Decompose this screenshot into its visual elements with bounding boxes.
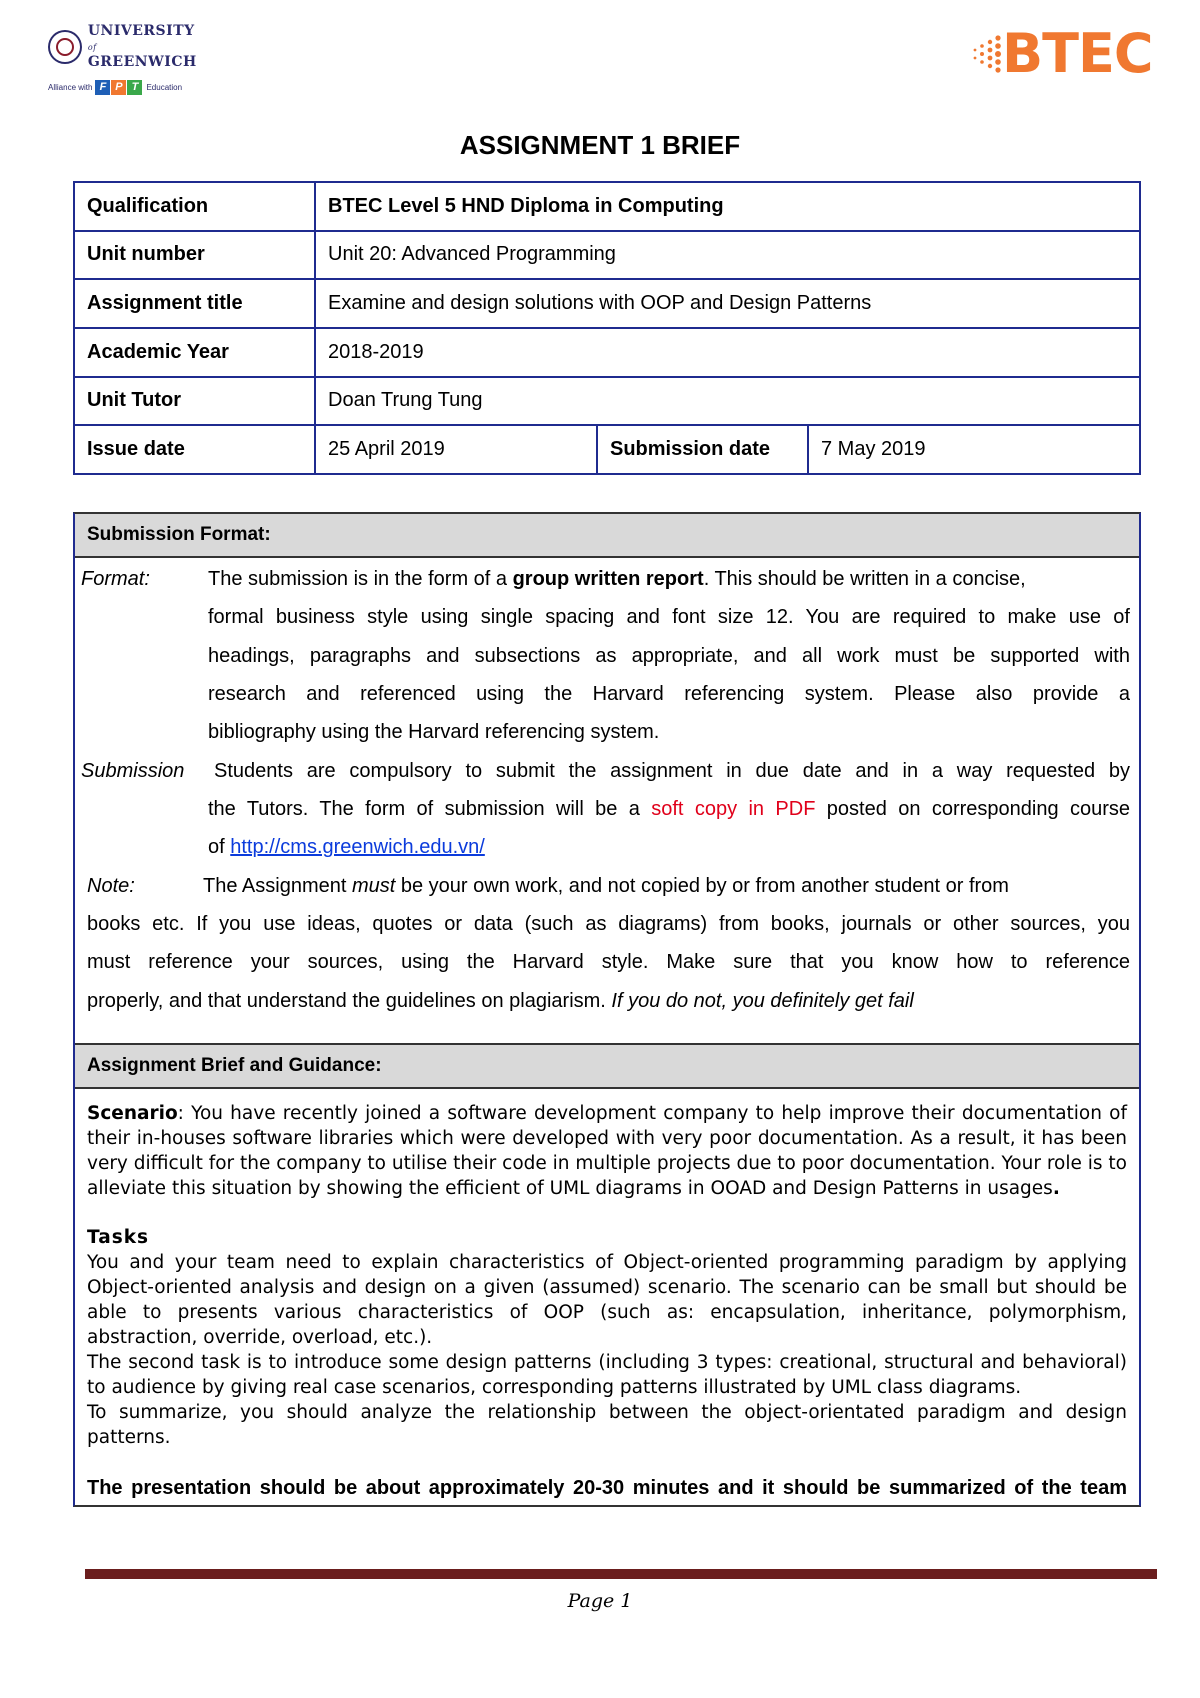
- page-title: ASSIGNMENT 1 BRIEF: [459, 130, 741, 160]
- note-fail-warning: If you do not, you definitely get fail: [611, 990, 914, 1012]
- table-row: [74, 182, 1140, 231]
- tasks-heading: Tasks: [87, 1227, 150, 1248]
- issue-date-value: 25 April 2019: [315, 425, 597, 474]
- academic-year-value: 2018-2019: [315, 328, 1140, 377]
- format-line-2: formal business style using single spacing and font size 12. You are required to make use of: [208, 606, 1130, 628]
- unit-tutor-label: Unit Tutor: [74, 377, 315, 426]
- note-text: properly, and that understand the guidelines on plagiarism.: [87, 990, 612, 1012]
- submission-format-body: [75, 558, 1139, 1043]
- note-text: The Assignment: [203, 875, 352, 897]
- format-text: The submission is in the form of a: [208, 568, 513, 590]
- submission-format-section: [73, 512, 1141, 1507]
- unit-number-value: Unit 20: Advanced Programming: [315, 231, 1140, 280]
- note-label: Note:: [87, 875, 135, 897]
- task-paragraph-3: To summarize, you should analyze the relationship between the object-orientated paradigm and design patterns.: [87, 1402, 1127, 1448]
- scenario-paragraph: [87, 1101, 1127, 1201]
- alliance-prefix: Alliance with: [48, 83, 93, 92]
- unit-tutor-value: Doan Trung Tung: [315, 377, 1140, 426]
- submission-label: Submission: [81, 760, 185, 782]
- assignment-title-value: Examine and design solutions with OOP and Design Patterns: [315, 279, 1140, 328]
- submission-text: posted on corresponding course: [815, 798, 1130, 820]
- fpt-letter-p: P: [111, 80, 126, 95]
- note-line-4: [87, 990, 914, 1013]
- submission-text: the Tutors. The form of submission will be a: [208, 798, 652, 820]
- submission-line-1: Students are compulsory to submit the assignment in due date and in a way requested by: [214, 760, 1130, 782]
- fpt-letter-t: T: [127, 80, 142, 95]
- submission-date-value: 7 May 2019: [808, 425, 1140, 474]
- scenario-label: Scenario: [87, 1103, 178, 1124]
- btec-dots-icon: [968, 32, 1004, 76]
- uog-line2: GREENWICH: [87, 54, 197, 70]
- group-written-report: group written report: [512, 568, 704, 590]
- soft-copy-pdf: soft copy in PDF: [651, 798, 816, 820]
- btec-logo: [968, 22, 1168, 85]
- note-must: must: [351, 875, 396, 897]
- format-text: . This should be written in a concise,: [703, 568, 1026, 590]
- scenario-text: : You have recently joined a software development company to help improve their documentation of their in-houses software libraries which were developed with very poor documentation. As a result, it has been very difficult for the company to utilise their code in multiple projects due to poor documentation. Your role is to alleviate this situation by showing the efficient of UML diagrams in OOAD and Design Patterns in usages: [87, 1103, 1127, 1199]
- issue-date-label: Issue date: [74, 425, 315, 474]
- scenario-end: .: [1052, 1178, 1060, 1199]
- btec-wordmark: BTEC: [1002, 22, 1153, 85]
- submission-line-2: [208, 798, 1130, 821]
- note-line-3: must reference your sources, using the Harvard style. Make sure that you know how to reference: [87, 951, 1130, 973]
- assignment-brief-heading: Assignment Brief and Guidance:: [75, 1043, 1139, 1089]
- format-label: Format:: [81, 568, 150, 590]
- qualification-label: Qualification: [74, 182, 315, 231]
- task-paragraph-1: You and your team need to explain characteristics of Object-oriented programming paradigm by applying Object-oriented analysis and design on a given (assumed) scenario. The scenario can be small but should be able to presents various characteristics of OOP (such as: encapsulation, inheritance, polymorphism, abstraction, override, overload, etc.).: [87, 1252, 1127, 1348]
- format-line-3: headings, paragraphs and subsections as appropriate, and all work must be supported with: [208, 645, 1130, 667]
- assignment-info-table: [73, 181, 1141, 475]
- submission-format-heading: Submission Format:: [75, 514, 1139, 558]
- uog-of: of: [87, 43, 97, 52]
- assignment-brief-body: [75, 1089, 1139, 1505]
- table-row: [74, 328, 1140, 377]
- submission-date-label: Submission date: [597, 425, 808, 474]
- table-row: [74, 377, 1140, 426]
- table-row: [74, 279, 1140, 328]
- submission-text: of: [208, 836, 231, 858]
- academic-year-label: Academic Year: [74, 328, 315, 377]
- table-row: [74, 425, 1140, 474]
- note-line-1: [203, 875, 1009, 898]
- unit-number-label: Unit number: [74, 231, 315, 280]
- assignment-title-label: Assignment title: [74, 279, 315, 328]
- uog-line1: UNIVERSITY: [87, 23, 195, 39]
- footer-divider: [85, 1569, 1157, 1579]
- cms-link[interactable]: http://cms.greenwich.edu.vn/: [230, 836, 485, 858]
- fpt-letter-f: F: [95, 80, 110, 95]
- submission-line-3: [208, 836, 485, 859]
- note-line-2: books etc. If you use ideas, quotes or data (such as diagrams) from books, journals or other sources, you: [87, 913, 1130, 935]
- note-text: be your own work, and not copied by or from another student or from: [395, 875, 1009, 897]
- qualification-value: BTEC Level 5 HND Diploma in Computing: [315, 182, 1140, 231]
- format-line-4: research and referenced using the Harvard referencing system. Please also provide a: [208, 683, 1130, 705]
- fpt-logo: [95, 80, 143, 95]
- alliance-line: [48, 80, 208, 95]
- page-number: Page 1: [567, 1590, 633, 1612]
- table-row: [74, 231, 1140, 280]
- university-of-greenwich-logo: [48, 24, 208, 96]
- university-seal-icon: [48, 30, 82, 64]
- format-line-5: bibliography using the Harvard referencing system.: [208, 721, 660, 743]
- presentation-line: The presentation should be about approximately 20-30 minutes and it should be summarized of the team: [87, 1477, 1127, 1499]
- task-paragraph-2: The second task is to introduce some design patterns (including 3 types: creational, structural and behavioral) to audience by giving real case scenarios, corresponding patterns illustrated by UML class diagrams.: [87, 1352, 1127, 1398]
- alliance-suffix: Education: [146, 83, 183, 92]
- format-line-1: [208, 568, 1026, 591]
